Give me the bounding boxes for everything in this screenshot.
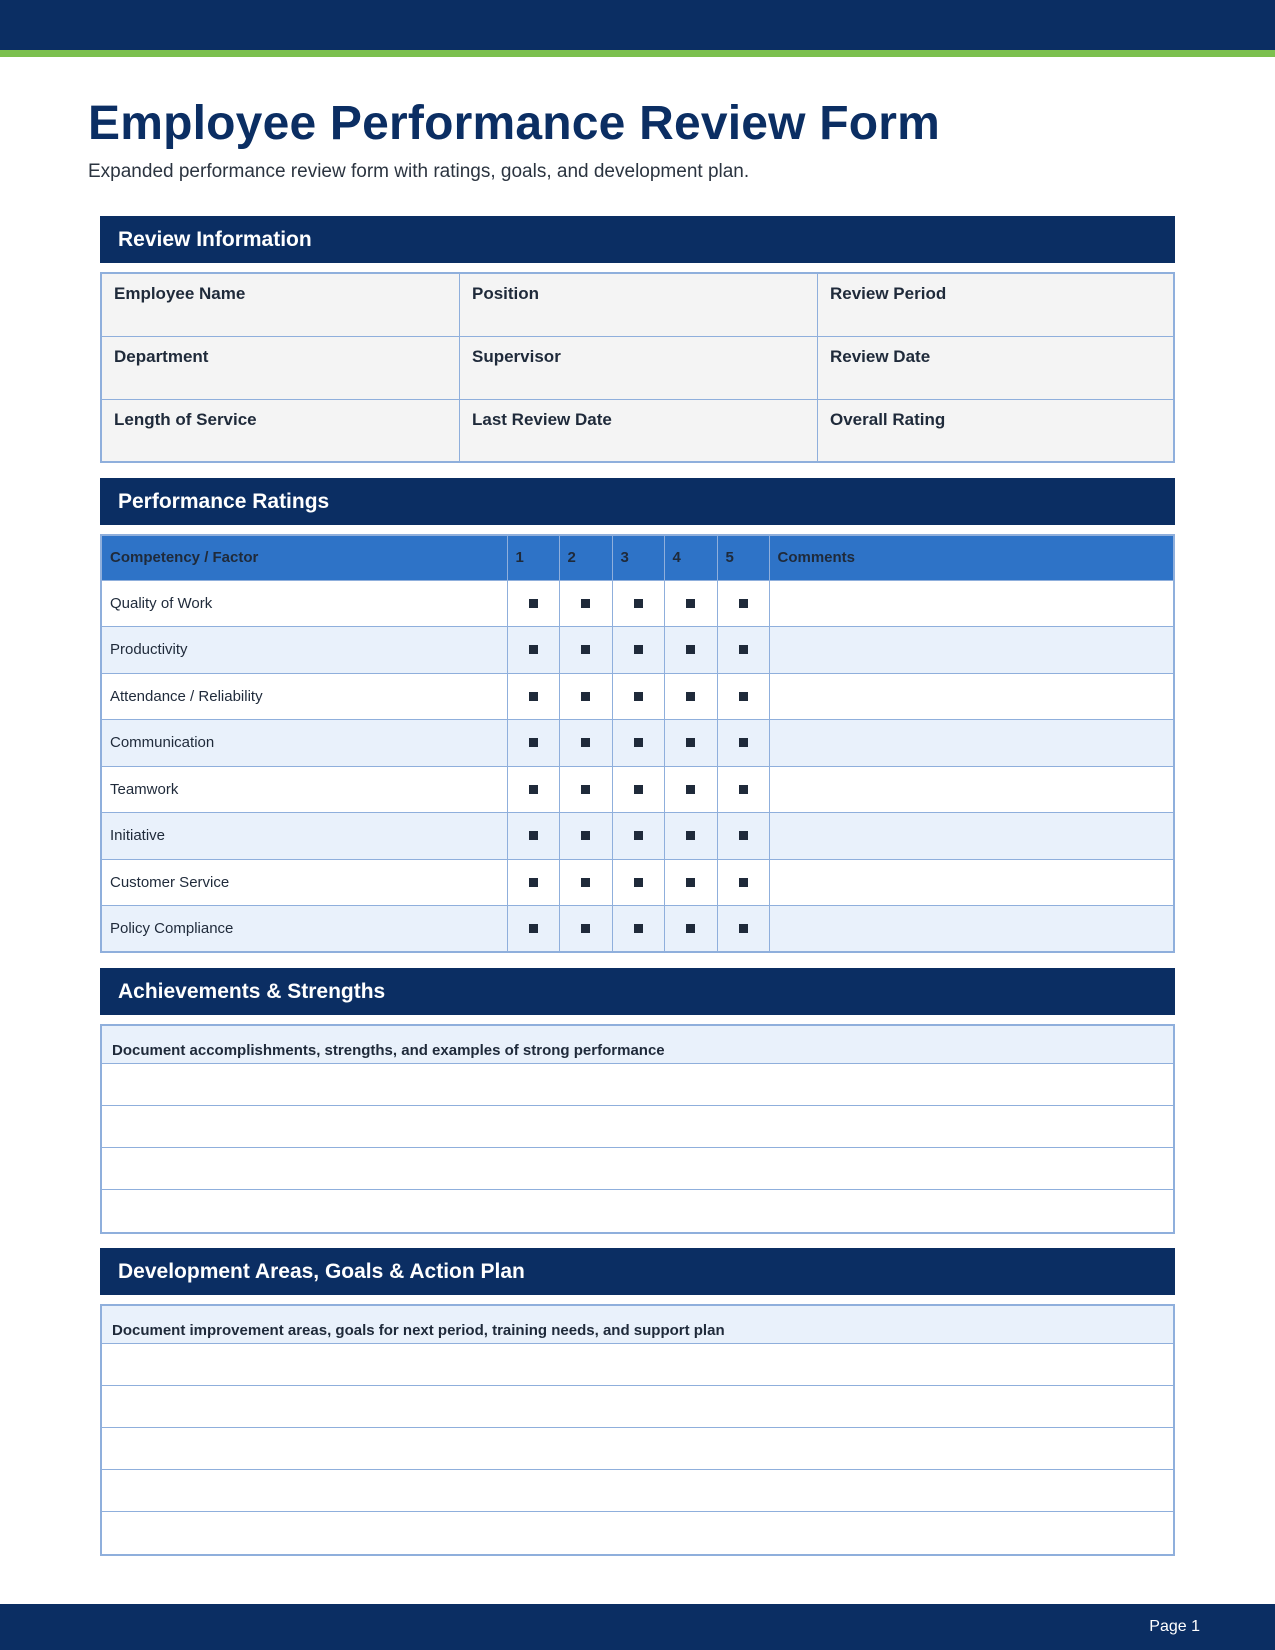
- rating-3-cell: [612, 813, 664, 860]
- square-icon[interactable]: [529, 924, 538, 933]
- comments-cell[interactable]: [769, 906, 1174, 953]
- square-icon[interactable]: [634, 785, 643, 794]
- rating-5-cell: [717, 627, 769, 674]
- field-overall-rating[interactable]: Overall Rating: [830, 410, 946, 429]
- square-icon[interactable]: [634, 645, 643, 654]
- rating-1-cell: [507, 906, 559, 953]
- square-icon[interactable]: [634, 599, 643, 608]
- field-review-date[interactable]: Review Date: [818, 337, 1173, 400]
- square-icon[interactable]: [739, 785, 748, 794]
- competency-label: Productivity: [101, 627, 507, 674]
- section-header-development: Development Areas, Goals & Action Plan: [100, 1248, 1175, 1295]
- rating-5-cell: [717, 673, 769, 720]
- writing-line[interactable]: [102, 1428, 1173, 1470]
- section-header-review-information: Review Information: [100, 216, 1175, 263]
- rating-4-cell: [664, 627, 717, 674]
- square-icon[interactable]: [581, 738, 590, 747]
- competency-label: Quality of Work: [101, 580, 507, 627]
- rating-2-cell: [559, 580, 612, 627]
- square-icon[interactable]: [739, 645, 748, 654]
- competency-label: Initiative: [101, 813, 507, 860]
- rating-5-cell: [717, 906, 769, 953]
- rating-3-cell: [612, 906, 664, 953]
- square-icon[interactable]: [686, 785, 695, 794]
- square-icon[interactable]: [686, 831, 695, 840]
- square-icon[interactable]: [634, 878, 643, 887]
- square-icon[interactable]: [686, 599, 695, 608]
- writing-line[interactable]: [102, 1386, 1173, 1428]
- rating-5-cell: [717, 580, 769, 627]
- writing-line[interactable]: [102, 1512, 1173, 1554]
- section-header-achievements: Achievements & Strengths: [100, 968, 1175, 1015]
- column-header-rating-4: 4: [664, 535, 717, 580]
- table-row: [101, 766, 1174, 813]
- rating-4-cell: [664, 906, 717, 953]
- square-icon[interactable]: [634, 692, 643, 701]
- comments-cell[interactable]: [769, 580, 1174, 627]
- table-row: [101, 906, 1174, 953]
- field-review-period[interactable]: Review Period: [818, 274, 1173, 337]
- development-prompt: Document improvement areas, goals for next period, training needs, and support plan: [102, 1306, 1173, 1344]
- table-row: [101, 627, 1174, 674]
- square-icon[interactable]: [529, 831, 538, 840]
- square-icon[interactable]: [529, 738, 538, 747]
- column-header-comments: Comments: [769, 535, 1174, 580]
- comments-cell[interactable]: [769, 813, 1174, 860]
- square-icon[interactable]: [686, 924, 695, 933]
- table-row: [101, 720, 1174, 767]
- rating-2-cell: [559, 859, 612, 906]
- top-banner: [0, 0, 1275, 50]
- footer-bar: [0, 1604, 1275, 1650]
- rating-2-cell: [559, 627, 612, 674]
- rating-3-cell: [612, 720, 664, 767]
- square-icon[interactable]: [529, 692, 538, 701]
- field-last-review-date[interactable]: Last Review Date: [460, 400, 818, 461]
- page-title: Employee Performance Review Form: [88, 97, 941, 150]
- page-number: Page 1: [1149, 1618, 1200, 1635]
- comments-cell[interactable]: [769, 859, 1174, 906]
- development-box: [100, 1304, 1175, 1556]
- achievements-box: [100, 1024, 1175, 1234]
- field-department[interactable]: Department: [102, 337, 460, 400]
- square-icon[interactable]: [634, 738, 643, 747]
- table-row: [101, 813, 1174, 860]
- top-accent-stripe: [0, 50, 1275, 57]
- competency-label: Customer Service: [101, 859, 507, 906]
- competency-label: Attendance / Reliability: [101, 673, 507, 720]
- rating-2-cell: [559, 906, 612, 953]
- rating-5-cell: [717, 766, 769, 813]
- rating-1-cell: [507, 720, 559, 767]
- square-icon[interactable]: [686, 692, 695, 701]
- writing-line[interactable]: [102, 1064, 1173, 1106]
- rating-3-cell: [612, 627, 664, 674]
- writing-line[interactable]: [102, 1470, 1173, 1512]
- rating-5-cell: [717, 720, 769, 767]
- rating-1-cell: [507, 673, 559, 720]
- rating-1-cell: [507, 627, 559, 674]
- rating-3-cell: [612, 766, 664, 813]
- competency-label: Teamwork: [101, 766, 507, 813]
- square-icon[interactable]: [739, 831, 748, 840]
- square-icon[interactable]: [739, 738, 748, 747]
- comments-cell[interactable]: [769, 673, 1174, 720]
- square-icon[interactable]: [739, 924, 748, 933]
- square-icon[interactable]: [581, 878, 590, 887]
- square-icon[interactable]: [634, 831, 643, 840]
- rating-4-cell: [664, 859, 717, 906]
- rating-1-cell: [507, 580, 559, 627]
- field-length-of-service[interactable]: Length of Service: [102, 400, 460, 461]
- rating-4-cell: [664, 580, 717, 627]
- rating-4-cell: [664, 766, 717, 813]
- square-icon[interactable]: [529, 599, 538, 608]
- rating-3-cell: [612, 580, 664, 627]
- field-position[interactable]: Position: [460, 274, 818, 337]
- rating-2-cell: [559, 813, 612, 860]
- square-icon[interactable]: [581, 645, 590, 654]
- rating-3-cell: [612, 673, 664, 720]
- table-row: [101, 859, 1174, 906]
- square-icon[interactable]: [739, 692, 748, 701]
- comments-cell[interactable]: [769, 627, 1174, 674]
- square-icon[interactable]: [581, 831, 590, 840]
- rating-1-cell: [507, 813, 559, 860]
- square-icon[interactable]: [529, 645, 538, 654]
- square-icon[interactable]: [581, 785, 590, 794]
- field-supervisor[interactable]: Supervisor: [460, 337, 818, 400]
- rating-1-cell: [507, 766, 559, 813]
- review-info-grid: [100, 272, 1175, 463]
- rating-4-cell: [664, 720, 717, 767]
- comments-cell[interactable]: [769, 766, 1174, 813]
- square-icon[interactable]: [686, 645, 695, 654]
- column-header-rating-3: 3: [612, 535, 664, 580]
- square-icon[interactable]: [581, 599, 590, 608]
- writing-line[interactable]: [102, 1148, 1173, 1190]
- square-icon[interactable]: [581, 924, 590, 933]
- rating-2-cell: [559, 720, 612, 767]
- table-header-row: [101, 535, 1174, 580]
- square-icon[interactable]: [686, 738, 695, 747]
- column-header-rating-2: 2: [559, 535, 612, 580]
- square-icon[interactable]: [529, 785, 538, 794]
- square-icon[interactable]: [739, 878, 748, 887]
- writing-line[interactable]: [102, 1106, 1173, 1148]
- rating-5-cell: [717, 859, 769, 906]
- table-row: [101, 580, 1174, 627]
- rating-2-cell: [559, 673, 612, 720]
- square-icon[interactable]: [686, 878, 695, 887]
- writing-line[interactable]: [102, 1190, 1173, 1232]
- square-icon[interactable]: [739, 599, 748, 608]
- competency-label: Policy Compliance: [101, 906, 507, 953]
- writing-line[interactable]: [102, 1344, 1173, 1386]
- table-row: [101, 673, 1174, 720]
- achievements-prompt: Document accomplishments, strengths, and examples of strong performance: [102, 1026, 1173, 1064]
- rating-2-cell: [559, 766, 612, 813]
- comments-cell[interactable]: [769, 720, 1174, 767]
- square-icon[interactable]: [634, 924, 643, 933]
- square-icon[interactable]: [581, 692, 590, 701]
- column-header-rating-1: 1: [507, 535, 559, 580]
- rating-4-cell: [664, 813, 717, 860]
- column-header-rating-5: 5: [717, 535, 769, 580]
- rating-4-cell: [664, 673, 717, 720]
- performance-ratings-table: [100, 534, 1175, 953]
- page-subtitle: Expanded performance review form with ratings, goals, and development plan.: [88, 161, 750, 182]
- field-employee-name[interactable]: Employee Name: [102, 274, 460, 337]
- column-header-competency: Competency / Factor: [101, 535, 507, 580]
- rating-5-cell: [717, 813, 769, 860]
- competency-label: Communication: [101, 720, 507, 767]
- rating-1-cell: [507, 859, 559, 906]
- section-header-performance-ratings: Performance Ratings: [100, 478, 1175, 525]
- rating-3-cell: [612, 859, 664, 906]
- square-icon[interactable]: [529, 878, 538, 887]
